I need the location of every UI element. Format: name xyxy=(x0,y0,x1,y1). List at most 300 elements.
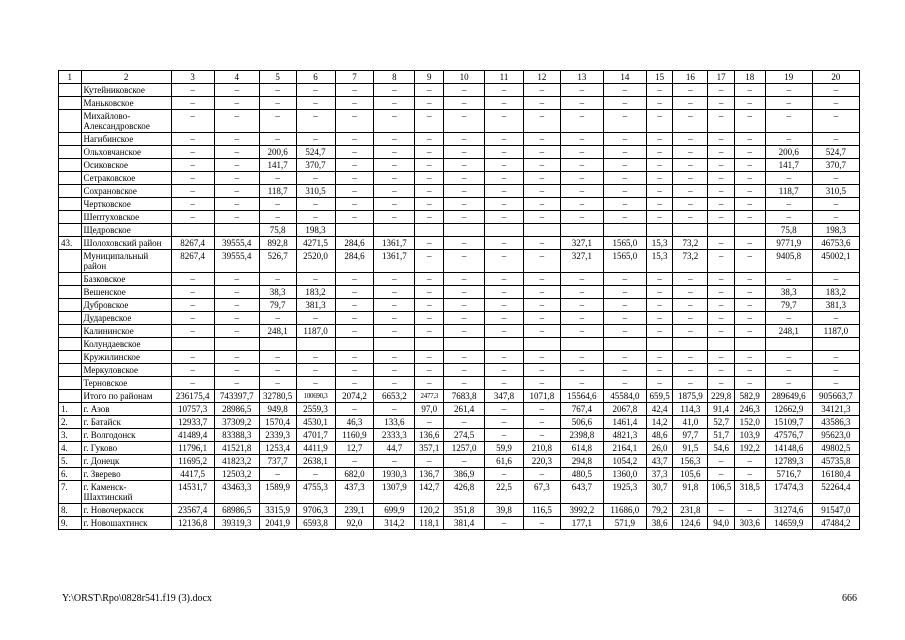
value-cell xyxy=(523,224,560,237)
value-cell: – xyxy=(734,146,765,159)
value-cell: – xyxy=(523,211,560,224)
value-cell: – xyxy=(415,185,444,198)
value-cell xyxy=(214,224,259,237)
value-cell: 12789,3 xyxy=(765,455,812,468)
value-cell: 12662,9 xyxy=(765,403,812,416)
value-cell: – xyxy=(765,273,812,286)
value-cell: – xyxy=(444,351,485,364)
value-cell: – xyxy=(734,364,765,377)
value-cell: 14,2 xyxy=(646,416,673,429)
value-cell: 6593,8 xyxy=(296,517,335,530)
value-cell: – xyxy=(171,133,214,146)
value-cell: – xyxy=(335,159,374,172)
value-cell: – xyxy=(673,273,708,286)
value-cell: – xyxy=(335,84,374,97)
value-cell: 18 xyxy=(734,71,765,84)
value-cell: 13 xyxy=(560,71,603,84)
value-cell: 386,9 xyxy=(444,468,485,481)
name-cell: Муниципальный район xyxy=(81,250,171,273)
value-cell: – xyxy=(374,299,415,312)
value-cell: – xyxy=(415,84,444,97)
value-cell: – xyxy=(171,351,214,364)
value-cell: 229,8 xyxy=(708,390,735,403)
value-cell: – xyxy=(560,97,603,110)
value-cell xyxy=(560,224,603,237)
value-cell xyxy=(214,338,259,351)
value-cell: – xyxy=(708,299,735,312)
value-cell: – xyxy=(485,325,524,338)
value-cell: 5 xyxy=(259,71,296,84)
value-cell: 303,6 xyxy=(734,517,765,530)
value-cell: – xyxy=(673,299,708,312)
table-row xyxy=(59,338,860,351)
value-cell: 2333,3 xyxy=(374,429,415,442)
value-cell: 32780,5 xyxy=(259,390,296,403)
row-number-cell: 5. xyxy=(59,455,82,468)
value-cell: – xyxy=(603,198,646,211)
value-cell: 370,7 xyxy=(296,159,335,172)
value-cell: – xyxy=(523,377,560,390)
value-cell: – xyxy=(485,429,524,442)
row-number-cell xyxy=(59,84,82,97)
value-cell: – xyxy=(171,364,214,377)
value-cell: – xyxy=(812,364,859,377)
value-cell: 892,8 xyxy=(259,237,296,250)
row-number-cell xyxy=(59,198,82,211)
value-cell: – xyxy=(444,172,485,185)
value-cell: – xyxy=(444,84,485,97)
value-cell: – xyxy=(560,146,603,159)
value-cell: – xyxy=(444,325,485,338)
value-cell: – xyxy=(603,286,646,299)
value-cell: 8 xyxy=(374,71,415,84)
value-cell: 1257,0 xyxy=(444,442,485,455)
value-cell: 10 xyxy=(444,71,485,84)
value-cell: – xyxy=(603,172,646,185)
value-cell: 1307,9 xyxy=(374,481,415,504)
value-cell: 14148,6 xyxy=(765,442,812,455)
value-cell: – xyxy=(415,198,444,211)
value-cell: 2638,1 xyxy=(296,455,335,468)
value-cell: – xyxy=(673,351,708,364)
value-cell xyxy=(603,338,646,351)
name-cell: Терновское xyxy=(81,377,171,390)
name-cell: г. Азов xyxy=(81,403,171,416)
value-cell: – xyxy=(171,146,214,159)
value-cell: 261,4 xyxy=(444,403,485,416)
value-cell: – xyxy=(444,299,485,312)
value-cell: 183,2 xyxy=(812,286,859,299)
value-cell: – xyxy=(259,273,296,286)
value-cell: – xyxy=(171,198,214,211)
value-cell: 61,6 xyxy=(485,455,524,468)
value-cell: – xyxy=(523,416,560,429)
value-cell: 9 xyxy=(415,71,444,84)
name-cell: г. Зверево xyxy=(81,468,171,481)
value-cell: – xyxy=(646,312,673,325)
value-cell: 737,7 xyxy=(259,455,296,468)
table-row xyxy=(59,97,860,110)
value-cell: – xyxy=(335,211,374,224)
value-cell: – xyxy=(374,185,415,198)
name-cell: Базковское xyxy=(81,273,171,286)
table-row xyxy=(59,442,860,455)
row-number-cell: 7. xyxy=(59,481,82,504)
value-cell: – xyxy=(812,198,859,211)
value-cell: – xyxy=(646,325,673,338)
value-cell: – xyxy=(171,273,214,286)
value-cell: 37,3 xyxy=(646,468,673,481)
value-cell: – xyxy=(415,237,444,250)
value-cell: 1589,9 xyxy=(259,481,296,504)
value-cell xyxy=(812,338,859,351)
value-cell: 136,6 xyxy=(415,429,444,442)
value-cell: 79,7 xyxy=(765,299,812,312)
value-cell: – xyxy=(646,377,673,390)
row-number-cell: 2. xyxy=(59,416,82,429)
value-cell: – xyxy=(812,273,859,286)
value-cell: – xyxy=(485,146,524,159)
value-cell: 43463,3 xyxy=(214,481,259,504)
value-cell: – xyxy=(523,237,560,250)
value-cell: – xyxy=(374,133,415,146)
value-cell: – xyxy=(335,185,374,198)
value-cell: – xyxy=(214,325,259,338)
value-cell: 3 xyxy=(171,71,214,84)
value-cell: 17474,3 xyxy=(765,481,812,504)
value-cell: – xyxy=(646,351,673,364)
value-cell: – xyxy=(708,504,735,517)
row-number-cell xyxy=(59,159,82,172)
value-cell: – xyxy=(708,172,735,185)
page-number: 666 xyxy=(842,593,857,604)
value-cell: 1187,0 xyxy=(812,325,859,338)
value-cell: – xyxy=(673,377,708,390)
value-cell: 73,2 xyxy=(673,250,708,273)
value-cell: – xyxy=(708,286,735,299)
value-cell: – xyxy=(485,110,524,133)
value-cell: – xyxy=(523,250,560,273)
value-cell: – xyxy=(214,133,259,146)
value-cell xyxy=(603,224,646,237)
value-cell: – xyxy=(415,325,444,338)
value-cell: – xyxy=(296,364,335,377)
value-cell: 116,5 xyxy=(523,504,560,517)
value-cell: – xyxy=(444,455,485,468)
value-cell: 37309,2 xyxy=(214,416,259,429)
value-cell xyxy=(171,338,214,351)
value-cell: 44,7 xyxy=(374,442,415,455)
value-cell: – xyxy=(335,325,374,338)
value-cell: – xyxy=(523,517,560,530)
value-cell: 571,9 xyxy=(603,517,646,530)
value-cell: – xyxy=(415,97,444,110)
value-cell: – xyxy=(734,312,765,325)
table-header-row xyxy=(59,71,860,84)
value-cell xyxy=(444,338,485,351)
value-cell: – xyxy=(734,110,765,133)
value-cell: 506,6 xyxy=(560,416,603,429)
value-cell: – xyxy=(708,211,735,224)
value-cell: 75,8 xyxy=(765,224,812,237)
name-cell: Ольховчанское xyxy=(81,146,171,159)
value-cell: 124,6 xyxy=(673,517,708,530)
value-cell: 15564,6 xyxy=(560,390,603,403)
value-cell: – xyxy=(765,364,812,377)
value-cell: – xyxy=(444,146,485,159)
value-cell: – xyxy=(259,198,296,211)
value-cell: – xyxy=(335,97,374,110)
value-cell: – xyxy=(708,377,735,390)
value-cell: 1570,4 xyxy=(259,416,296,429)
value-cell: 6 xyxy=(296,71,335,84)
value-cell: – xyxy=(485,84,524,97)
value-cell: 91,4 xyxy=(708,403,735,416)
value-cell: 8267,4 xyxy=(171,237,214,250)
value-cell xyxy=(335,338,374,351)
name-cell: г. Донецк xyxy=(81,455,171,468)
value-cell: 136,7 xyxy=(415,468,444,481)
value-cell: 79,7 xyxy=(259,299,296,312)
value-cell: – xyxy=(171,377,214,390)
value-cell: – xyxy=(708,250,735,273)
value-cell: 327,1 xyxy=(560,250,603,273)
value-cell: 2559,3 xyxy=(296,403,335,416)
value-cell: 51,7 xyxy=(708,429,735,442)
value-cell: – xyxy=(708,110,735,133)
value-cell: 381,3 xyxy=(812,299,859,312)
value-cell xyxy=(296,338,335,351)
value-cell xyxy=(708,338,735,351)
value-cell: – xyxy=(708,159,735,172)
value-cell: – xyxy=(765,312,812,325)
value-cell: – xyxy=(708,325,735,338)
value-cell: 12,7 xyxy=(335,442,374,455)
table-row xyxy=(59,377,860,390)
value-cell: 2074,2 xyxy=(335,390,374,403)
value-cell: – xyxy=(335,133,374,146)
value-cell: – xyxy=(603,273,646,286)
value-cell: 26,0 xyxy=(646,442,673,455)
value-cell: 94,0 xyxy=(708,517,735,530)
value-cell: 2477,3 xyxy=(415,390,444,403)
value-cell: – xyxy=(444,286,485,299)
value-cell: – xyxy=(296,172,335,185)
value-cell: 41,0 xyxy=(673,416,708,429)
value-cell: – xyxy=(646,185,673,198)
name-cell: Шептуховское xyxy=(81,211,171,224)
value-cell: 357,1 xyxy=(415,442,444,455)
value-cell: 120,2 xyxy=(415,504,444,517)
value-cell: 46753,6 xyxy=(812,237,859,250)
value-cell: – xyxy=(523,198,560,211)
value-cell: – xyxy=(485,351,524,364)
name-cell: Кутейниковское xyxy=(81,84,171,97)
value-cell: – xyxy=(734,211,765,224)
value-cell: – xyxy=(708,468,735,481)
value-cell: – xyxy=(444,198,485,211)
value-cell: 156,3 xyxy=(673,455,708,468)
value-cell: 905663,7 xyxy=(812,390,859,403)
value-cell: – xyxy=(171,84,214,97)
value-cell: – xyxy=(259,468,296,481)
value-cell: 41521,8 xyxy=(214,442,259,455)
value-cell: – xyxy=(485,211,524,224)
value-cell: – xyxy=(673,172,708,185)
value-cell: – xyxy=(560,351,603,364)
value-cell: 118,7 xyxy=(259,185,296,198)
row-number-cell xyxy=(59,110,82,133)
value-cell xyxy=(734,224,765,237)
table-row xyxy=(59,286,860,299)
value-cell: 6653,2 xyxy=(374,390,415,403)
value-cell: – xyxy=(603,97,646,110)
value-cell xyxy=(765,338,812,351)
value-cell: – xyxy=(560,312,603,325)
value-cell: – xyxy=(708,146,735,159)
table-row xyxy=(59,198,860,211)
value-cell: – xyxy=(765,133,812,146)
value-cell: – xyxy=(673,364,708,377)
row-number-cell xyxy=(59,364,82,377)
value-cell: – xyxy=(296,351,335,364)
value-cell xyxy=(734,338,765,351)
table-row xyxy=(59,364,860,377)
value-cell: – xyxy=(560,110,603,133)
value-cell: – xyxy=(523,146,560,159)
table-row xyxy=(59,133,860,146)
value-cell: – xyxy=(171,172,214,185)
value-cell: – xyxy=(335,377,374,390)
table-row xyxy=(59,224,860,237)
value-cell: 1361,7 xyxy=(374,237,415,250)
value-cell: – xyxy=(259,172,296,185)
value-cell: 12136,8 xyxy=(171,517,214,530)
value-cell: – xyxy=(214,299,259,312)
value-cell: – xyxy=(415,110,444,133)
value-cell: – xyxy=(214,312,259,325)
value-cell: 45735,8 xyxy=(812,455,859,468)
value-cell: 141,7 xyxy=(259,159,296,172)
value-cell: – xyxy=(765,110,812,133)
value-cell: – xyxy=(765,84,812,97)
value-cell: – xyxy=(444,159,485,172)
file-path: Y:\ORST\Rpo\0828r541.f19 (3).docx xyxy=(62,593,212,604)
name-cell: Сетраковское xyxy=(81,172,171,185)
value-cell: – xyxy=(415,250,444,273)
value-cell: – xyxy=(523,299,560,312)
name-cell: Михайлово-Александровское xyxy=(81,110,171,133)
value-cell: 3315,9 xyxy=(259,504,296,517)
value-cell: – xyxy=(214,377,259,390)
value-cell: 38,6 xyxy=(646,517,673,530)
row-number-cell: 43. xyxy=(59,237,82,250)
value-cell: – xyxy=(485,468,524,481)
value-cell: – xyxy=(673,146,708,159)
value-cell: – xyxy=(214,172,259,185)
value-cell: – xyxy=(296,468,335,481)
value-cell: – xyxy=(673,198,708,211)
value-cell: – xyxy=(812,133,859,146)
value-cell: – xyxy=(523,172,560,185)
value-cell: 4 xyxy=(214,71,259,84)
value-cell: – xyxy=(415,211,444,224)
value-cell: – xyxy=(646,84,673,97)
value-cell: – xyxy=(560,377,603,390)
value-cell: 4755,3 xyxy=(296,481,335,504)
value-cell: 11 xyxy=(485,71,524,84)
value-cell: 97,0 xyxy=(415,403,444,416)
table-row xyxy=(59,312,860,325)
name-cell: Нагибинское xyxy=(81,133,171,146)
value-cell: 16180,4 xyxy=(812,468,859,481)
value-cell: – xyxy=(734,133,765,146)
name-cell: Чертковское xyxy=(81,198,171,211)
table-row xyxy=(59,250,860,273)
value-cell: 220,3 xyxy=(523,455,560,468)
value-cell: – xyxy=(812,84,859,97)
value-cell: – xyxy=(485,517,524,530)
value-cell: – xyxy=(812,377,859,390)
value-cell: 9706,3 xyxy=(296,504,335,517)
name-cell: г. Батайск xyxy=(81,416,171,429)
table-row xyxy=(59,110,860,133)
value-cell: – xyxy=(734,504,765,517)
value-cell: 1925,3 xyxy=(603,481,646,504)
name-cell: 2 xyxy=(81,71,171,84)
value-cell: 614,8 xyxy=(560,442,603,455)
value-cell: – xyxy=(444,211,485,224)
value-cell: – xyxy=(560,364,603,377)
value-cell: – xyxy=(603,325,646,338)
value-cell: – xyxy=(171,110,214,133)
value-cell: – xyxy=(296,273,335,286)
name-cell: г. Каменск-Шахтинский xyxy=(81,481,171,504)
value-cell: 15109,7 xyxy=(765,416,812,429)
value-cell: 200,6 xyxy=(259,146,296,159)
name-cell: Шолоховский район xyxy=(81,237,171,250)
value-cell: 100690,3 xyxy=(296,390,335,403)
row-number-cell xyxy=(59,172,82,185)
document-sheet xyxy=(58,70,860,530)
value-cell: – xyxy=(523,84,560,97)
value-cell: – xyxy=(708,237,735,250)
value-cell: – xyxy=(646,286,673,299)
value-cell: 49802,5 xyxy=(812,442,859,455)
value-cell: – xyxy=(259,312,296,325)
row-number-cell: 4. xyxy=(59,442,82,455)
value-cell: – xyxy=(485,133,524,146)
value-cell xyxy=(374,224,415,237)
value-cell: – xyxy=(171,97,214,110)
value-cell: – xyxy=(485,403,524,416)
value-cell: – xyxy=(734,455,765,468)
value-cell: – xyxy=(259,211,296,224)
value-cell: 91547,0 xyxy=(812,504,859,517)
value-cell: – xyxy=(374,351,415,364)
value-cell: – xyxy=(603,84,646,97)
table-row xyxy=(59,185,860,198)
value-cell: 118,7 xyxy=(765,185,812,198)
value-cell: – xyxy=(560,159,603,172)
value-cell: – xyxy=(485,185,524,198)
value-cell: 39555,4 xyxy=(214,237,259,250)
value-cell: – xyxy=(259,97,296,110)
value-cell: – xyxy=(734,185,765,198)
value-cell: – xyxy=(673,133,708,146)
value-cell: – xyxy=(335,351,374,364)
value-cell: – xyxy=(673,97,708,110)
